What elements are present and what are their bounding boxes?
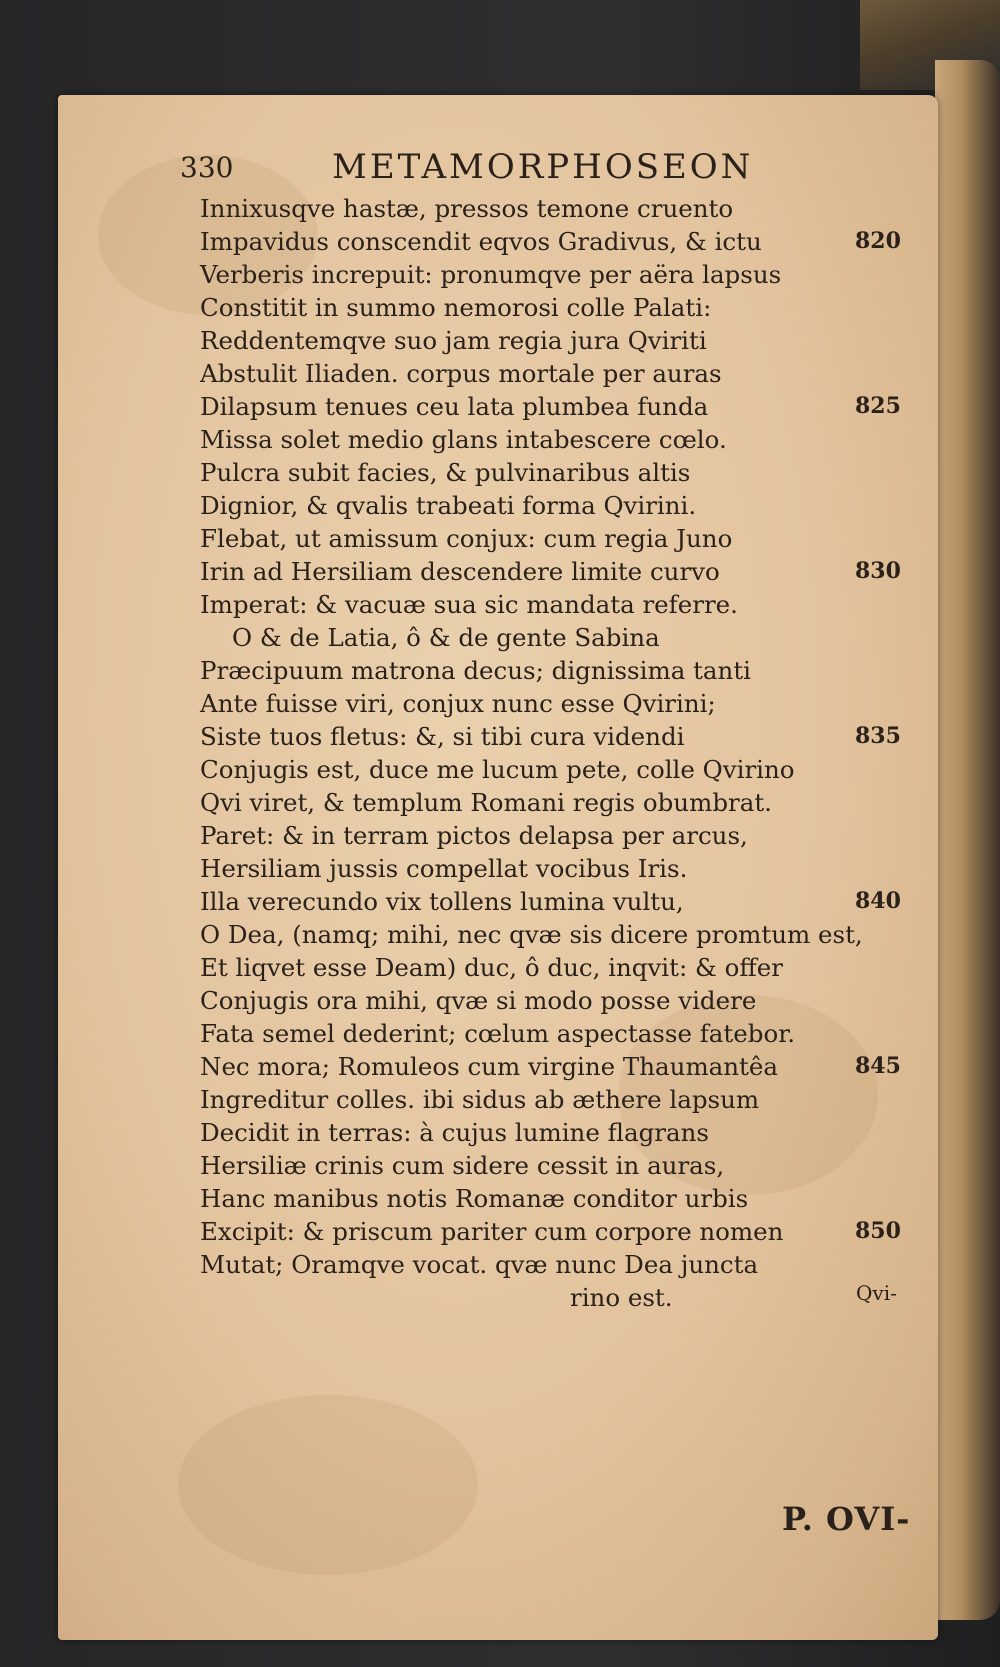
- catchword: P. OVI-: [782, 1500, 911, 1538]
- verse-line: Conjugis ora mihi, qvæ si modo posse videre: [200, 986, 757, 1015]
- verse-line: Nec mora; Romuleos cum virgine Thaumantêa: [200, 1052, 779, 1081]
- verse-line-turnover: rino est.: [570, 1283, 673, 1312]
- verse-line: Verberis increpuit: pronumqve per aëra lapsus: [200, 260, 782, 289]
- page-number: 330: [180, 151, 234, 184]
- verse-line: Decidit in terras: à cujus lumine flagrans: [200, 1118, 709, 1147]
- verse-line: Dignior, & qvalis trabeati forma Qvirini.: [200, 491, 697, 520]
- verse-line: Flebat, ut amissum conjux: cum regia Juno: [200, 524, 733, 553]
- line-number: 820: [855, 228, 901, 254]
- verse-line: Fata semel dederint; cœlum aspectasse fatebor.: [200, 1019, 795, 1048]
- line-number: 825: [855, 393, 901, 419]
- verse-line: O Dea, (namq; mihi, nec qvæ sis dicere promtum est,: [200, 920, 863, 949]
- verse-line: Conjugis est, duce me lucum pete, colle Qvirino: [200, 755, 795, 784]
- verse-line: Præcipuum matrona decus; dignissima tanti: [200, 656, 751, 685]
- verse-line: Excipit: & priscum pariter cum corpore nomen: [200, 1217, 784, 1246]
- running-head: [180, 147, 880, 187]
- verse-line: Constitit in summo nemorosi colle Palati:: [200, 293, 712, 322]
- verse-line: Missa solet medio glans intabescere cœlo.: [200, 425, 727, 454]
- verse-line: Et liqvet esse Deam) duc, ô duc, inqvit: & offer: [200, 953, 783, 982]
- verse-line: Innixusqve hastæ, pressos temone cruento: [200, 194, 734, 223]
- verse-line: Hersiliæ crinis cum sidere cessit in auras,: [200, 1151, 725, 1180]
- line-number: 840: [855, 888, 901, 914]
- line-number: 835: [855, 723, 901, 749]
- verse-line: Mutat; Oramqve vocat. qvæ nunc Dea juncta: [200, 1250, 759, 1279]
- line-number: 830: [855, 558, 901, 584]
- line-number: 850: [855, 1218, 901, 1244]
- verse-line: Pulcra subit facies, & pulvinaribus altis: [200, 458, 691, 487]
- verse-line: Impavidus conscendit eqvos Gradivus, & ictu: [200, 227, 762, 256]
- running-head-title: METAMORPHOSEON: [332, 147, 754, 187]
- verse-line: Ingreditur colles. ibi sidus ab æthere lapsum: [200, 1085, 760, 1114]
- verse-line: Reddentemqve suo jam regia jura Qviriti: [200, 326, 707, 355]
- verse-line: Illa verecundo vix tollens lumina vultu,: [200, 887, 684, 916]
- verse-line: Hanc manibus notis Romanæ conditor urbis: [200, 1184, 749, 1213]
- verse-line: Qvi viret, & templum Romani regis obumbrat.: [200, 788, 772, 817]
- verse-line: Paret: & in terram pictos delapsa per arcus,: [200, 821, 748, 850]
- verse-line: Dilapsum tenues ceu lata plumbea funda: [200, 392, 709, 421]
- verse-line: Ante fuisse viri, conjux nunc esse Qvirini;: [200, 689, 716, 718]
- paper-stain: [178, 1395, 478, 1575]
- verse-line: Hersiliam jussis compellat vocibus Iris.: [200, 854, 688, 883]
- verse-line: O & de Latia, ô & de gente Sabina: [232, 623, 660, 652]
- line-number: 845: [855, 1053, 901, 1079]
- verse-line: Abstulit Iliaden. corpus mortale per auras: [200, 359, 722, 388]
- spillover-word: Qvi-: [856, 1281, 897, 1305]
- verse-line: Siste tuos fletus: &, si tibi cura videndi: [200, 722, 685, 751]
- verse-line: Imperat: & vacuæ sua sic mandata referre.: [200, 590, 738, 619]
- facing-page-edge: [935, 60, 1000, 1620]
- verse-line: Irin ad Hersiliam descendere limite curvo: [200, 557, 720, 586]
